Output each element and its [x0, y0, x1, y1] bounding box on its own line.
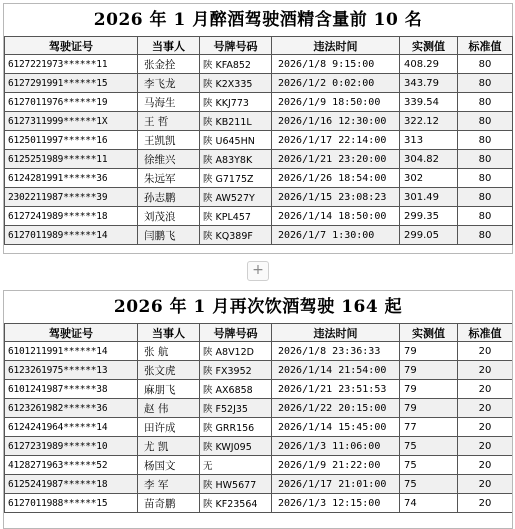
repeat-drink-driving-table-card	[3, 290, 513, 529]
party-name-cell: 马海生	[138, 93, 200, 112]
table1-title: 2026 年 1 月醉酒驾驶酒精含量前 10 名	[93, 10, 423, 30]
table2-header-row	[5, 324, 513, 342]
measured-value-cell: 79	[400, 361, 458, 380]
plate-number-cell: 陕 FX3952	[200, 361, 272, 380]
table-row	[5, 226, 513, 245]
standard-value-cell: 20	[458, 399, 513, 418]
measured-value-cell: 77	[400, 418, 458, 437]
standard-value-cell: 80	[458, 169, 513, 188]
table-row	[5, 456, 513, 475]
standard-value-cell: 20	[458, 380, 513, 399]
repeat-drink-driving-table	[4, 323, 513, 513]
measured-value-cell: 313	[400, 131, 458, 150]
standard-value-cell: 20	[458, 361, 513, 380]
standard-value-cell: 80	[458, 55, 513, 74]
license-number-cell: 4128271963******52	[5, 456, 138, 475]
measured-value-cell: 301.49	[400, 188, 458, 207]
col-header-license: 驾驶证号	[5, 324, 138, 342]
standard-value-cell: 20	[458, 456, 513, 475]
violation-time-cell: 2026/1/26 18:54:00	[272, 169, 400, 188]
table-row	[5, 188, 513, 207]
standard-value-cell: 80	[458, 226, 513, 245]
measured-value-cell: 75	[400, 437, 458, 456]
table-row	[5, 169, 513, 188]
party-name-cell: 张 航	[138, 342, 200, 361]
measured-value-cell: 79	[400, 399, 458, 418]
party-name-cell: 田许成	[138, 418, 200, 437]
col-header-standard: 标准值	[458, 37, 513, 55]
license-number-cell: 2302211987******39	[5, 188, 138, 207]
col-header-plate: 号牌号码	[200, 324, 272, 342]
plate-number-cell: 陕 F52J35	[200, 399, 272, 418]
license-number-cell: 6125011997******16	[5, 131, 138, 150]
col-header-license: 驾驶证号	[5, 37, 138, 55]
standard-value-cell: 80	[458, 207, 513, 226]
measured-value-cell: 408.29	[400, 55, 458, 74]
measured-value-cell: 299.05	[400, 226, 458, 245]
plate-number-cell: 陕 KKJ773	[200, 93, 272, 112]
violation-time-cell: 2026/1/14 18:50:00	[272, 207, 400, 226]
standard-value-cell: 80	[458, 74, 513, 93]
violation-time-cell: 2026/1/7 1:30:00	[272, 226, 400, 245]
measured-value-cell: 79	[400, 380, 458, 399]
plate-number-cell: 陕 KB211L	[200, 112, 272, 131]
table2-title: 2026 年 1 月再次饮酒驾驶 164 起	[113, 297, 403, 317]
col-header-standard: 标准值	[458, 324, 513, 342]
table-row	[5, 207, 513, 226]
plate-number-cell: 陕 HW5677	[200, 475, 272, 494]
measured-value-cell: 304.82	[400, 150, 458, 169]
plate-number-cell: 陕 KWJ095	[200, 437, 272, 456]
license-number-cell: 6123261975******13	[5, 361, 138, 380]
expand-plus-button[interactable]: +	[247, 261, 269, 281]
table-row	[5, 437, 513, 456]
standard-value-cell: 80	[458, 150, 513, 169]
party-name-cell: 尤 凯	[138, 437, 200, 456]
violation-time-cell: 2026/1/14 21:54:00	[272, 361, 400, 380]
party-name-cell: 朱远军	[138, 169, 200, 188]
col-header-plate: 号牌号码	[200, 37, 272, 55]
violation-time-cell: 2026/1/14 15:45:00	[272, 418, 400, 437]
plate-number-cell: 陕 GRR156	[200, 418, 272, 437]
standard-value-cell: 20	[458, 418, 513, 437]
violation-time-cell: 2026/1/21 23:20:00	[272, 150, 400, 169]
measured-value-cell: 339.54	[400, 93, 458, 112]
violation-time-cell: 2026/1/8 23:36:33	[272, 342, 400, 361]
license-number-cell: 6127011989******14	[5, 226, 138, 245]
party-name-cell: 王 哲	[138, 112, 200, 131]
measured-value-cell: 79	[400, 342, 458, 361]
table-row	[5, 494, 513, 513]
party-name-cell: 苗奇鹏	[138, 494, 200, 513]
standard-value-cell: 80	[458, 93, 513, 112]
standard-value-cell: 20	[458, 475, 513, 494]
plate-number-cell: 陕 A8V12D	[200, 342, 272, 361]
col-header-measured: 实测值	[400, 37, 458, 55]
violation-time-cell: 2026/1/17 22:14:00	[272, 131, 400, 150]
table-row	[5, 131, 513, 150]
drunk-driving-top10-table-card	[3, 3, 513, 254]
violation-time-cell: 2026/1/9 18:50:00	[272, 93, 400, 112]
standard-value-cell: 20	[458, 494, 513, 513]
drunk-driving-table	[4, 36, 513, 245]
violation-time-cell: 2026/1/15 23:08:23	[272, 188, 400, 207]
table-row	[5, 55, 513, 74]
table-row	[5, 475, 513, 494]
measured-value-cell: 299.35	[400, 207, 458, 226]
standard-value-cell: 80	[458, 131, 513, 150]
violation-time-cell: 2026/1/2 0:02:00	[272, 74, 400, 93]
table-row	[5, 380, 513, 399]
party-name-cell: 徐维兴	[138, 150, 200, 169]
party-name-cell: 李 军	[138, 475, 200, 494]
license-number-cell: 6101241987******38	[5, 380, 138, 399]
license-number-cell: 6127311999******1X	[5, 112, 138, 131]
violation-time-cell: 2026/1/16 12:30:00	[272, 112, 400, 131]
violation-time-cell: 2026/1/9 21:22:00	[272, 456, 400, 475]
col-header-time: 违法时间	[272, 324, 400, 342]
violation-time-cell: 2026/1/3 11:06:00	[272, 437, 400, 456]
table-row	[5, 418, 513, 437]
license-number-cell: 6123261982******36	[5, 399, 138, 418]
license-number-cell: 6127241989******18	[5, 207, 138, 226]
table-row	[5, 112, 513, 131]
table-row	[5, 399, 513, 418]
plate-number-cell: 陕 A83Y8K	[200, 150, 272, 169]
plate-number-cell: 陕 KFA852	[200, 55, 272, 74]
plate-number-cell: 陕 KPL457	[200, 207, 272, 226]
license-number-cell: 6127231989******10	[5, 437, 138, 456]
plate-number-cell: 陕 KF23564	[200, 494, 272, 513]
party-name-cell: 赵 伟	[138, 399, 200, 418]
col-header-party: 当事人	[138, 37, 200, 55]
violation-time-cell: 2026/1/3 12:15:00	[272, 494, 400, 513]
party-name-cell: 张金拴	[138, 55, 200, 74]
party-name-cell: 杨国文	[138, 456, 200, 475]
measured-value-cell: 302	[400, 169, 458, 188]
plate-number-cell: 陕 U645HN	[200, 131, 272, 150]
plate-number-cell: 陕 G7175Z	[200, 169, 272, 188]
plate-number-cell: 陕 KQ389F	[200, 226, 272, 245]
party-name-cell: 闫鹏飞	[138, 226, 200, 245]
standard-value-cell: 80	[458, 188, 513, 207]
measured-value-cell: 322.12	[400, 112, 458, 131]
table-row	[5, 361, 513, 380]
plate-number-cell: 无	[200, 456, 272, 475]
violation-time-cell: 2026/1/17 21:01:00	[272, 475, 400, 494]
table-row	[5, 74, 513, 93]
license-number-cell: 6127291991******15	[5, 74, 138, 93]
party-name-cell: 麻朋飞	[138, 380, 200, 399]
violation-time-cell: 2026/1/8 9:15:00	[272, 55, 400, 74]
table-row	[5, 93, 513, 112]
table1-header-row	[5, 37, 513, 55]
col-header-party: 当事人	[138, 324, 200, 342]
license-number-cell: 6127011988******15	[5, 494, 138, 513]
standard-value-cell: 80	[458, 112, 513, 131]
license-number-cell: 6124281991******36	[5, 169, 138, 188]
party-name-cell: 张文虎	[138, 361, 200, 380]
measured-value-cell: 74	[400, 494, 458, 513]
standard-value-cell: 20	[458, 342, 513, 361]
violation-time-cell: 2026/1/21 23:51:53	[272, 380, 400, 399]
party-name-cell: 孙志鹏	[138, 188, 200, 207]
measured-value-cell: 75	[400, 456, 458, 475]
table-row	[5, 342, 513, 361]
col-header-time: 违法时间	[272, 37, 400, 55]
license-number-cell: 6127011976******19	[5, 93, 138, 112]
measured-value-cell: 75	[400, 475, 458, 494]
col-header-measured: 实测值	[400, 324, 458, 342]
party-name-cell: 刘茂浪	[138, 207, 200, 226]
license-number-cell: 6124241964******14	[5, 418, 138, 437]
standard-value-cell: 20	[458, 437, 513, 456]
plate-number-cell: 陕 K2X335	[200, 74, 272, 93]
violation-time-cell: 2026/1/22 20:15:00	[272, 399, 400, 418]
party-name-cell: 李飞龙	[138, 74, 200, 93]
table-row	[5, 150, 513, 169]
license-number-cell: 6125241987******18	[5, 475, 138, 494]
measured-value-cell: 343.79	[400, 74, 458, 93]
license-number-cell: 6127221973******11	[5, 55, 138, 74]
plate-number-cell: 陕 AW527Y	[200, 188, 272, 207]
plate-number-cell: 陕 AX6858	[200, 380, 272, 399]
license-number-cell: 6101211991******14	[5, 342, 138, 361]
party-name-cell: 王凯凯	[138, 131, 200, 150]
license-number-cell: 6125251989******11	[5, 150, 138, 169]
